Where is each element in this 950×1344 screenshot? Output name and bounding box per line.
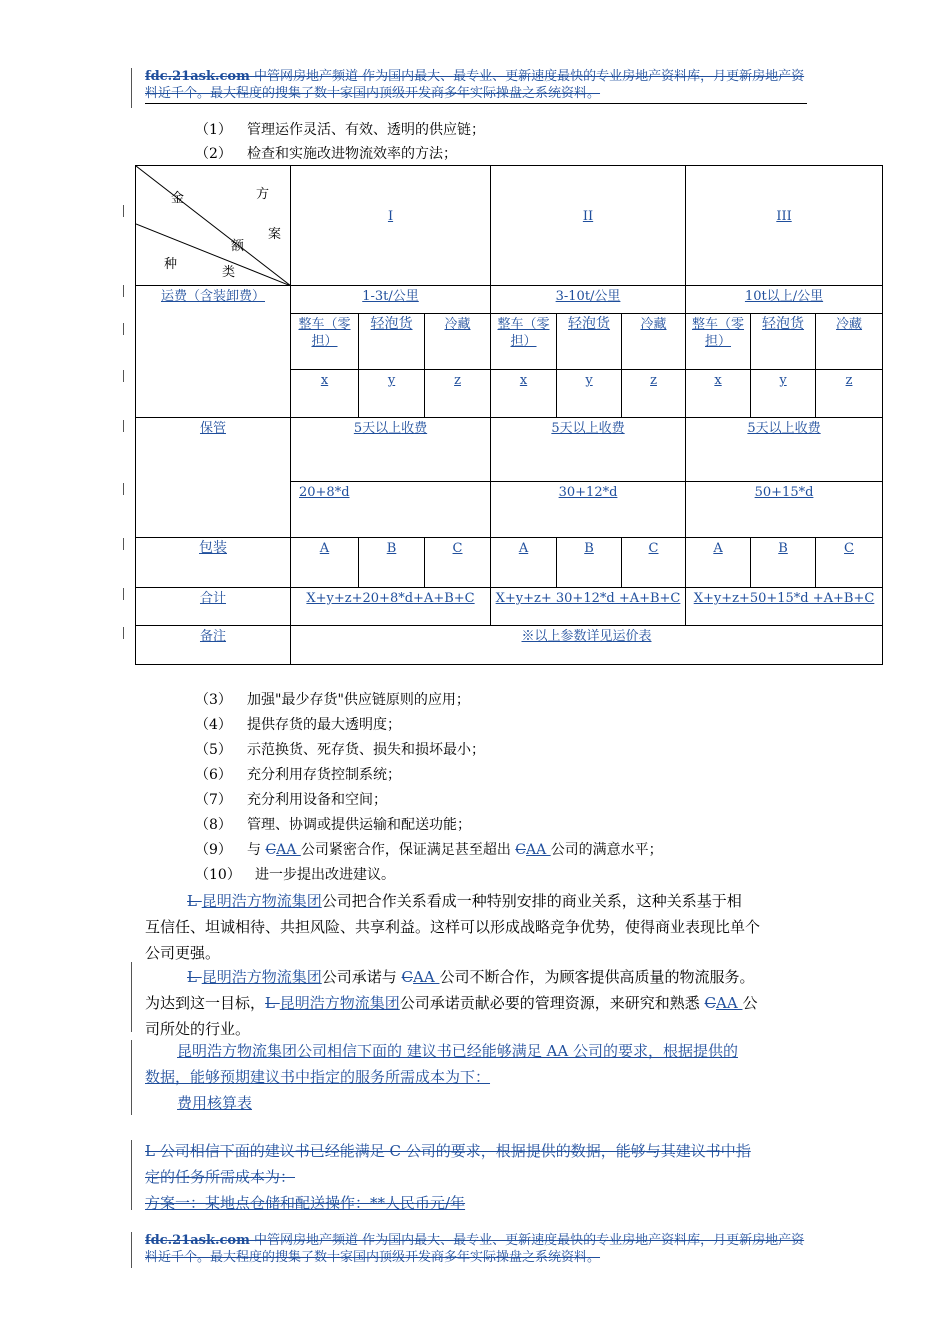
deleted-text: C <box>704 994 717 1012</box>
list-text: 提供存货的最大透明度； <box>247 717 401 733</box>
storage-note: 5天以上收费 <box>491 418 686 482</box>
total-formula-3: X+y+z+50+15*d +A+B+C <box>686 588 883 626</box>
freight-type-cell: 冷藏 <box>816 314 883 370</box>
list-text: 加强"最少存货"供应链原则的应用； <box>247 692 470 708</box>
freight-type-cell: 轻泡货 <box>557 314 622 370</box>
list-text: 示范换货、死存货、损失和损坏最小； <box>247 742 485 758</box>
cost-table <box>135 165 883 665</box>
freight-label: 运费（含装卸费） <box>136 286 291 418</box>
freight-var-cell: z <box>425 370 491 418</box>
plan-header-1: I <box>291 166 491 286</box>
deleted-text: L <box>187 968 202 986</box>
plan-header-3: III <box>686 166 883 286</box>
change-bar <box>123 420 124 432</box>
paragraph-line: 费用核算表 <box>177 1094 253 1112</box>
inserted-company: 昆明浩方物流集团 <box>279 994 400 1012</box>
paragraph-line: 方案一：某地点仓储和配送操作：**人民币元/年 <box>145 1194 466 1212</box>
list-item <box>195 865 395 885</box>
packing-label: 包装 <box>136 538 291 588</box>
freight-var-cell: x <box>291 370 359 418</box>
change-bar <box>123 323 124 335</box>
freight-type-cell: 整车（零担） <box>686 314 751 370</box>
list-number: （9） <box>195 842 232 858</box>
list-item <box>195 715 401 735</box>
change-bar <box>131 1232 132 1268</box>
paragraph-text: 公司承诺与 <box>321 968 402 986</box>
deleted-text: C <box>401 968 414 986</box>
storage-formula-1: 20+8*d <box>291 482 491 538</box>
storage-note: 5天以上收费 <box>291 418 491 482</box>
list-item <box>195 840 663 860</box>
freight-type-cell: 轻泡货 <box>359 314 425 370</box>
freight-type-cell: 冷藏 <box>622 314 686 370</box>
freight-var-cell: y <box>557 370 622 418</box>
list-text: 充分利用存货控制系统； <box>247 767 401 783</box>
list-item <box>195 690 470 710</box>
freight-type-cell: 整车（零担） <box>491 314 557 370</box>
total-label: 合计 <box>136 588 291 626</box>
header-rule <box>145 103 807 104</box>
header-text: 中管网房地产频道 作为国内最大、最专业、更新速度最快的专业房地产资料库，月更新房地产资料近千个。最大程度的搜集了数十家国内顶级开发商多年实际操盘之系统资料。 <box>145 69 805 101</box>
freight-type-cell: 整车（零担） <box>291 314 359 370</box>
inserted-company: 昆明浩方物流集团 <box>201 892 322 910</box>
packing-var-cell: B <box>557 538 622 588</box>
paragraph-line <box>145 990 807 1016</box>
paragraph-text: 公 <box>742 994 758 1012</box>
list-number: （5） <box>195 742 232 758</box>
paragraph-line: 司所处的行业。 <box>145 1020 251 1038</box>
corner-label-an: 案 <box>268 227 282 242</box>
paragraph-line <box>145 964 807 990</box>
change-bar <box>123 370 124 382</box>
list-text: 充分利用设备和空间； <box>247 792 387 808</box>
change-bar <box>131 68 132 108</box>
header-site-link[interactable]: fdc.21ask.com <box>145 69 250 84</box>
change-bar <box>131 1140 132 1210</box>
paragraph <box>145 888 807 966</box>
change-bar <box>123 285 124 297</box>
list-text: 进一步提出改进建议。 <box>255 867 395 883</box>
freight-var-cell: x <box>686 370 751 418</box>
list-number: （3） <box>195 692 232 708</box>
list-number: （8） <box>195 817 232 833</box>
paragraph-text: 公司把合作关系看成一种特别安排的商业关系，这种关系基于相 <box>321 892 742 910</box>
storage-formula-2: 30+12*d <box>491 482 686 538</box>
inserted-text: AA <box>276 842 301 858</box>
change-bar <box>123 538 124 550</box>
plan-header-2: II <box>491 166 686 286</box>
inserted-text: AA <box>716 994 743 1012</box>
deleted-paragraph <box>145 1138 807 1216</box>
corner-label-e: 额 <box>231 239 245 254</box>
freight-var-cell: y <box>359 370 425 418</box>
remark-text: ※以上参数详见运价表 <box>291 626 883 665</box>
freight-var-cell: z <box>622 370 686 418</box>
deleted-text: L <box>187 892 202 910</box>
paragraph-line: L 公司相信下面的建议书已经能满足 C 公司的要求，根据提供的数据，能够与其建议书中指 <box>145 1142 751 1160</box>
deleted-text: C <box>515 842 527 858</box>
remark-label: 备注 <box>136 626 291 665</box>
table-corner-header <box>136 166 291 286</box>
inserted-paragraph <box>145 1038 807 1116</box>
list-number: （6） <box>195 767 232 783</box>
change-bar <box>123 483 124 495</box>
paragraph-line: 互信任、坦诚相待、共担风险、共享利益。这样可以形成战略竞争优势，使得商业表现比单个 <box>145 918 761 936</box>
footer-site-link[interactable]: fdc.21ask.com <box>145 1233 250 1248</box>
corner-label-fang: 方 <box>256 187 270 202</box>
footer-text: 中管网房地产频道 作为国内最大、最专业、更新速度最快的专业房地产资料库，月更新房地产资料近千个。最大程度的搜集了数十家国内顶级开发商多年实际操盘之系统资料。 <box>145 1233 805 1265</box>
inserted-company: 昆明浩方物流集团 <box>201 968 322 986</box>
list-item <box>195 144 457 164</box>
paragraph <box>145 964 807 1042</box>
freight-range-1: 1-3t/公里 <box>291 286 491 314</box>
change-bar <box>131 962 132 1032</box>
page-header <box>145 68 810 102</box>
corner-label-jin: 金 <box>171 191 185 206</box>
page-footer <box>145 1232 810 1266</box>
freight-var-cell: z <box>816 370 883 418</box>
change-bar <box>123 588 124 600</box>
freight-range-2: 3-10t/公里 <box>491 286 686 314</box>
freight-var-cell: x <box>491 370 557 418</box>
list-item <box>195 120 485 140</box>
paragraph-text: 公司不断合作，为顾客提供高质量的物流服务。 <box>439 968 755 986</box>
corner-label-lei: 类 <box>222 265 236 280</box>
paragraph-line: 数据，能够预期建议书中指定的服务所需成本为下： <box>145 1068 491 1086</box>
storage-note: 5天以上收费 <box>686 418 883 482</box>
freight-type-cell: 轻泡货 <box>751 314 816 370</box>
list-number: （10） <box>195 867 241 883</box>
list-number: （4） <box>195 717 232 733</box>
storage-label: 保管 <box>136 418 291 538</box>
deleted-text: L <box>265 994 280 1012</box>
corner-label-zhong: 种 <box>164 257 178 272</box>
paragraph-text: 公司承诺贡献必要的管理资源，来研究和熟悉 <box>399 994 705 1012</box>
list-text: 与 <box>247 842 266 858</box>
change-bar <box>123 205 124 217</box>
list-text: 公司紧密合作，保证满足甚至超出 <box>300 842 516 858</box>
list-text: 公司的满意水平； <box>550 842 663 858</box>
packing-var-cell: C <box>622 538 686 588</box>
list-number: （1） <box>195 122 232 138</box>
deleted-text: C <box>265 842 277 858</box>
paragraph-line: 定的任务所需成本为： <box>145 1168 296 1186</box>
change-bar <box>131 1040 132 1115</box>
packing-var-cell: A <box>291 538 359 588</box>
list-text: 管理运作灵活、有效、透明的供应链； <box>247 122 485 138</box>
packing-var-cell: A <box>686 538 751 588</box>
packing-var-cell: C <box>425 538 491 588</box>
paragraph-line: 公司更强。 <box>145 944 221 962</box>
list-item <box>195 815 471 835</box>
packing-var-cell: C <box>816 538 883 588</box>
total-formula-2: X+y+z+ 30+12*d +A+B+C <box>491 588 686 626</box>
freight-range-3: 10t以上/公里 <box>686 286 883 314</box>
list-item <box>195 740 485 760</box>
storage-formula-3: 50+15*d <box>686 482 883 538</box>
paragraph-text: 为达到这一目标， <box>145 994 266 1012</box>
list-text: 管理、协调或提供运输和配送功能； <box>247 817 471 833</box>
freight-type-cell: 冷藏 <box>425 314 491 370</box>
list-number: （2） <box>195 146 232 162</box>
paragraph-line: 昆明浩方物流集团公司相信下面的 建议书已经能够满足 AA 公司的要求，根据提供的 <box>177 1042 738 1060</box>
inserted-text: AA <box>526 842 551 858</box>
list-text: 检查和实施改进物流效率的方法； <box>247 146 457 162</box>
total-formula-1: X+y+z+20+8*d+A+B+C <box>291 588 491 626</box>
change-bar <box>123 627 124 639</box>
list-number: （7） <box>195 792 232 808</box>
list-item <box>195 790 387 810</box>
packing-var-cell: B <box>359 538 425 588</box>
inserted-text: AA <box>413 968 440 986</box>
list-item <box>195 765 401 785</box>
paragraph-line <box>145 888 807 914</box>
packing-var-cell: A <box>491 538 557 588</box>
packing-var-cell: B <box>751 538 816 588</box>
freight-var-cell: y <box>751 370 816 418</box>
